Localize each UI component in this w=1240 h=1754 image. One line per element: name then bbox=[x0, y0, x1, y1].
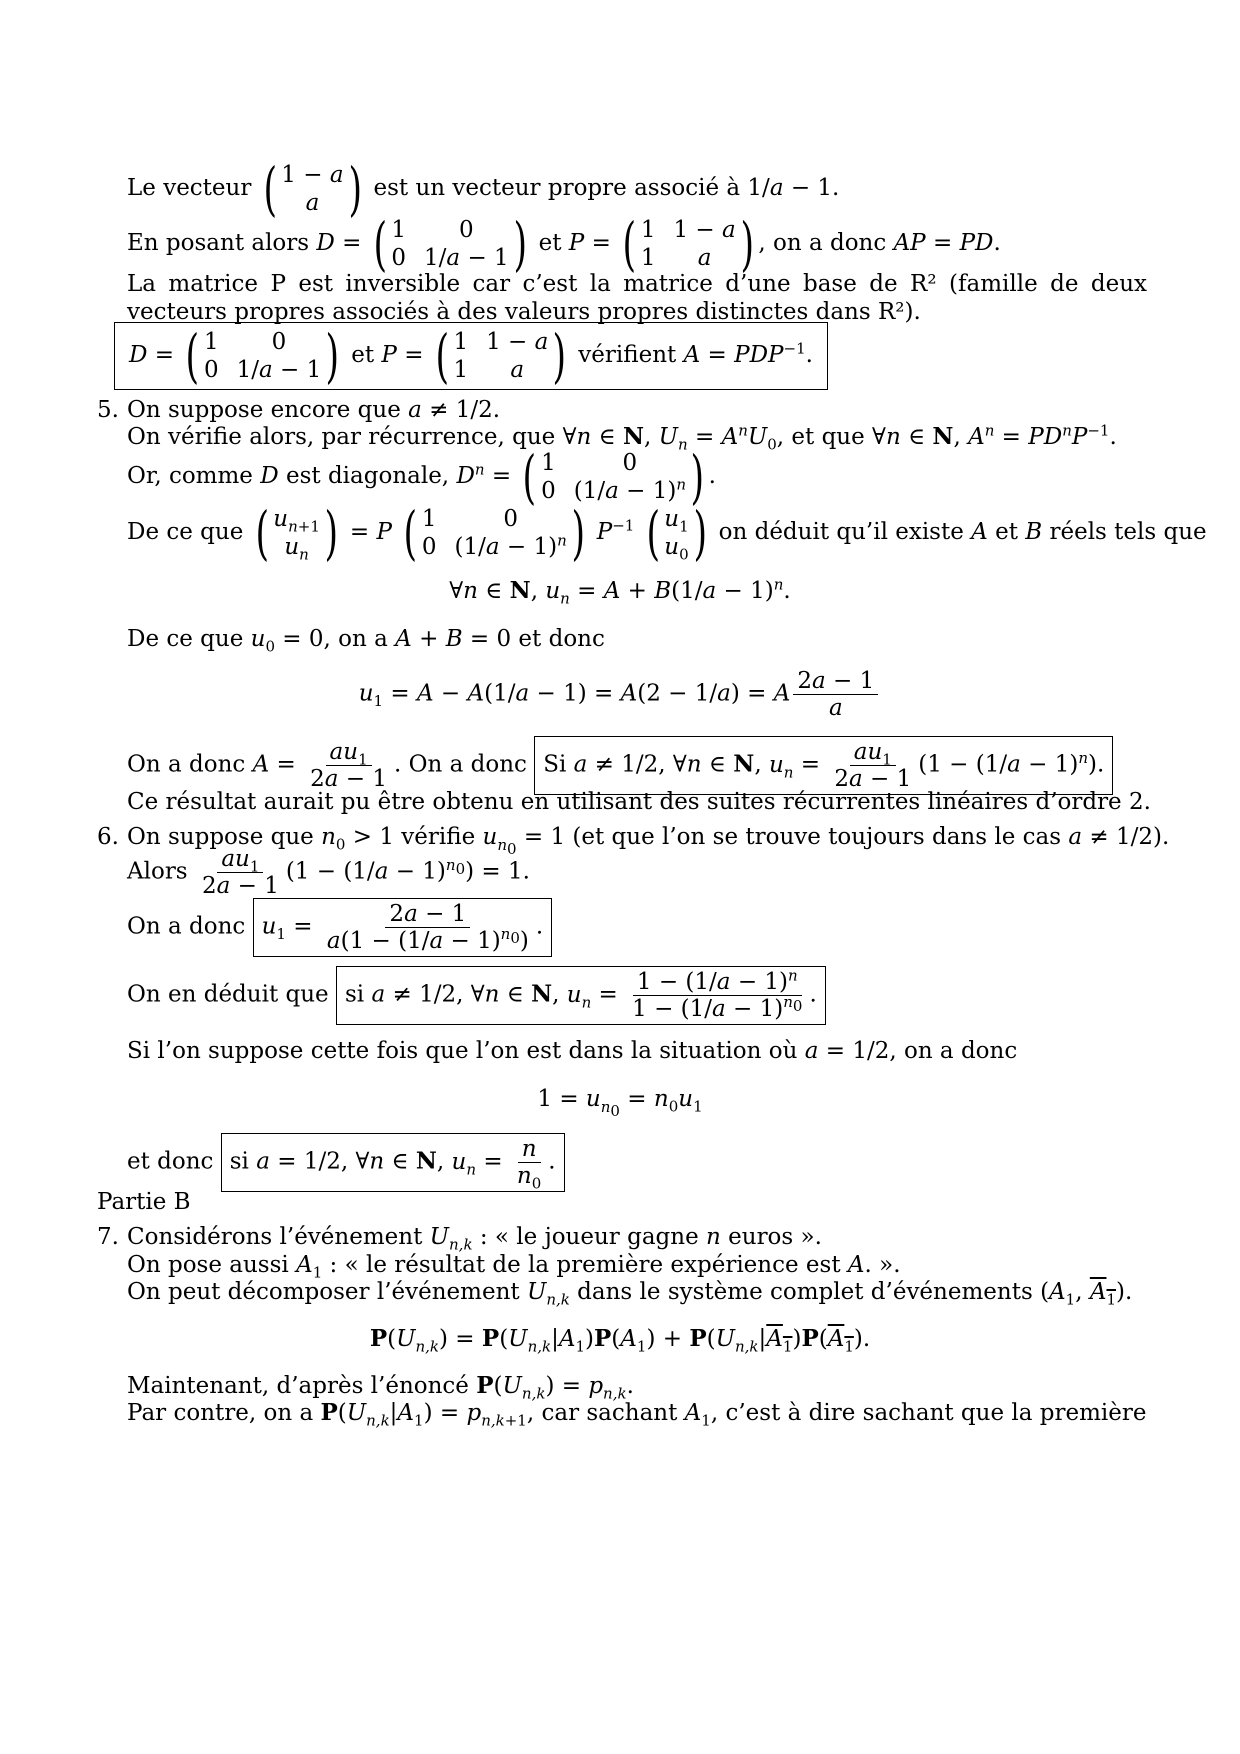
section-partie-b: Partie B bbox=[97, 1189, 191, 1215]
item-5-line-7: Ce résultat aurait pu être obtenu en utilisant des suites récurrentes linéaires d’ordre 2. bbox=[127, 789, 1151, 815]
p-invertible-paragraph: La matrice P est inversible car c’est la matrice d’une base de R² (famille de deux vecteurs propres associés à des valeurs propres distinctes dans R²). bbox=[127, 271, 1147, 325]
d-p-definition-line: En posant alors D = ( 1 0 0 1/a − 1 ) et P = ( 1 1 − a 1 a ) , on a donc AP = PD. bbox=[127, 210, 1001, 278]
vector-1-a-a: ( 1 − a a ) bbox=[263, 155, 362, 223]
matrix-p: ( 1 1 − a 1 a ) bbox=[622, 210, 754, 278]
eigenvector-line: Le vecteur ( 1 − a a ) est un vecteur propre associé à 1/a − 1. bbox=[127, 155, 840, 223]
formula-un-general: ∀n ∈ N, $u_n = A + B(1/a - 1)^n$. bbox=[449, 575, 791, 608]
item-7-line-3: On peut décomposer l’événement $U_{n,k}$ dans le système complet d’événements ($A_1$, $A_1$). bbox=[127, 1279, 1133, 1309]
item-5-line-2: On vérifie alors, par récurrence, que ∀n ∈ N, $U_n = A^nU_0$, et que ∀n ∈ N, $A^n = PD^nP^{-1}$. bbox=[127, 421, 1117, 454]
item-5-line-5: De ce que $u_0 = 0$, on a A + B = 0 et donc bbox=[127, 626, 605, 656]
text-le-vecteur: Le vecteur bbox=[127, 175, 252, 201]
formula-un0: $1 = u_{n_0} = n_0u_1$ bbox=[537, 1086, 703, 1120]
item-6-line-3: On a donc $u_1$ = $\frac{2a - 1}{a(1 - (1/a - 1)^{n_0})}$ . bbox=[127, 898, 552, 957]
matrix-d: ( 1 0 0 1/a − 1 ) bbox=[373, 210, 527, 278]
item-5-line-3: Or, comme D est diagonale, $D^n$ = ( 1 0 0 $(1/a - 1)^n$ ) . bbox=[127, 443, 716, 511]
item-6-number: 6. bbox=[97, 824, 119, 850]
item-5-line-6: On a donc A = $\frac{au_1}{2a - 1}$ . On a donc Si a ≠ 1/2, ∀n ∈ N, $u_n$ = $\frac{au_1}{2a - 1}$ $(1 - (1/a - 1)^n)$. bbox=[127, 736, 1113, 795]
result-box-un-not-half: si a ≠ 1/2, ∀n ∈ N, $u_n$ = $\frac{1 - (1/a - 1)^n}{1 - (1/a - 1)^{n_0}}$ . bbox=[336, 966, 826, 1025]
item-6-line-5: Si l’on suppose cette fois que l’on est dans la situation où a = 1/2, on a donc bbox=[127, 1038, 1018, 1064]
item-7-line-2: On pose aussi $A_1$ : « le résultat de la première expérience est A. ». bbox=[127, 1252, 901, 1282]
formula-u1: $u_1 = A - A(1/a - 1) = A(2 - 1/a) = A$ $\frac{2a - 1}{a}$ bbox=[0, 668, 1240, 721]
item-7-line-4: Maintenant, d’après l’énoncé $P(U_{n,k}) = p_{n,k}$. bbox=[127, 1372, 634, 1403]
item-6-line-6: et donc si a = 1/2, ∀n ∈ N, $u_n$ = $\frac{n}{n_0}$ . bbox=[127, 1133, 565, 1192]
item-7-line-1: Considérons l’événement $U_{n,k}$ : « le joueur gagne n euros ». bbox=[127, 1224, 822, 1254]
item-6-line-1: On suppose que $n_0 > 1$ vérifie $u_{n_0} = 1$ (et que l’on se trouve toujours dans le cas a ≠ 1/2). bbox=[127, 824, 1170, 858]
text-eigen-assoc: est un vecteur propre associé à 1/ bbox=[373, 175, 770, 201]
item-5-line-4: De ce que ( $u_{n+1}$ $u_n$ ) = P ( 1 0 0 $(1/a - 1)^n$ ) $P^{-1}$ ( $u_1$ $u_0$ ) on déduit qu’il existe A et B réels tels que bbox=[127, 499, 1207, 567]
item-5-number: 5. bbox=[97, 397, 119, 423]
item-6-line-2: Alors $\frac{au_1}{2a - 1}$ $(1 - (1/a - 1)^{n_0}) = 1$. bbox=[127, 846, 530, 899]
diagonalization-box: D = ( 1 0 0 1/a − 1 ) et P = ( 1 1 − a 1 a ) vérifient $A = PDP^{-1}$. bbox=[114, 322, 828, 390]
result-box-u1: $u_1$ = $\frac{2a - 1}{a(1 - (1/a - 1)^{n_0})}$ . bbox=[253, 898, 553, 957]
item-5-line-1: On suppose encore que a ≠ 1/2. bbox=[127, 397, 501, 423]
item-7-line-5: Par contre, on a $P(U_{n,k}|A_1) = p_{n,k+1}$, car sachant $A_1$, c’est à dire sachant que la première bbox=[127, 1399, 1147, 1430]
result-box-a-half: si a = 1/2, ∀n ∈ N, $u_n$ = $\frac{n}{n_0}$ . bbox=[221, 1133, 565, 1192]
result-box-a-not-half: Si a ≠ 1/2, ∀n ∈ N, $u_n$ = $\frac{au_1}{2a - 1}$ $(1 - (1/a - 1)^n)$. bbox=[534, 736, 1113, 795]
item-7-number: 7. bbox=[97, 1224, 119, 1250]
item-6-line-4: On en déduit que si a ≠ 1/2, ∀n ∈ N, $u_n$ = $\frac{1 - (1/a - 1)^n}{1 - (1/a - 1)^{n_0}}$ . bbox=[127, 966, 826, 1025]
formula-total-probability: $P(U_{n,k}) = P(U_{n,k}|A_1)P(A_1) + P(U_{n,k}|A_1)P(A_1)$. bbox=[369, 1325, 871, 1356]
